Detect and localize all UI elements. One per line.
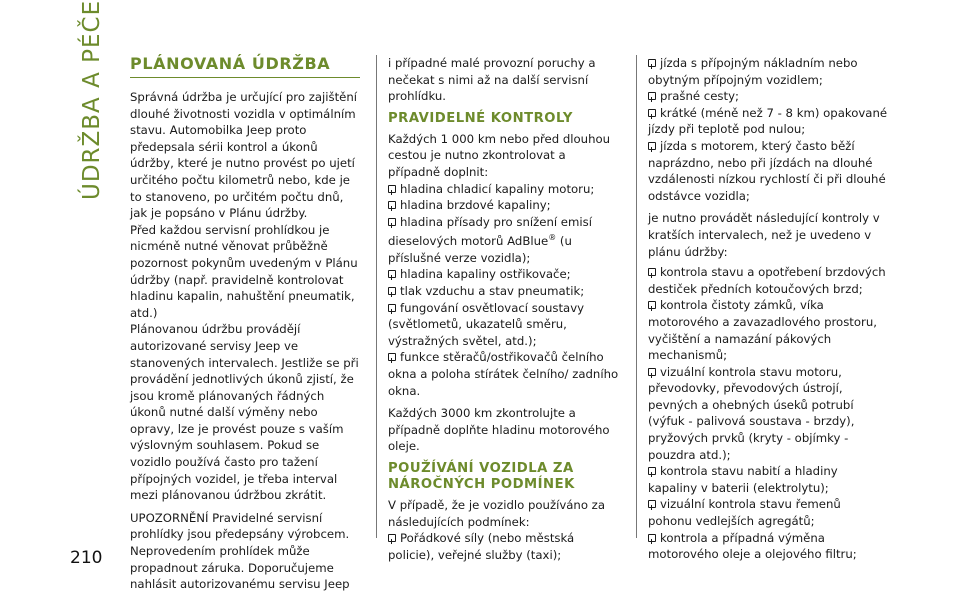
checkbox-icon (648, 59, 656, 67)
list-item: jízda s motorem, který často běží naprázdno, nebo při jízdách na dlouhé vzdálenosti nízkou rychlostí či při dlouhé odstávce vozidla; (648, 138, 886, 203)
paragraph: Před každou servisní prohlídkou je nicméně nutné věnovat průběžně pozornost pokynům uvedeným v Plánu údržby (např. pravidelně kontrolovat hladinu kapalin, nahuštění pneumatik, atd.) (130, 222, 358, 320)
paragraph: i případné malé provozní poruchy a nečekat s nimi až na další servisní prohlídku. (388, 56, 596, 104)
checkbox-icon (388, 353, 396, 361)
list-item: hladina chladicí kapaliny motoru; (388, 181, 620, 198)
list-item: fungování osvětlovací soustavy (světlometů, ukazatelů směru, výstražných světel, atd.); (388, 300, 585, 348)
title-underline (130, 77, 360, 78)
checkbox-icon (388, 534, 396, 542)
list-item: hladina kapaliny ostřikovače; (388, 266, 620, 283)
checklist (388, 181, 620, 400)
subheading: PRAVIDELNÉ KONTROLY (388, 110, 573, 126)
paragraph: V případě, že je vozidlo používáno za následujících podmínek: (388, 497, 605, 529)
checkbox-icon (648, 92, 656, 100)
checkbox-icon (648, 142, 656, 150)
checkbox-icon (648, 301, 656, 309)
list-item: vizuální kontrola stavu řemenů pohonu vedlejších agregátů; (648, 497, 841, 529)
list-item: krátké (méně než 7 - 8 km) opakované jízdy při teplotě pod nulou; (648, 105, 888, 137)
checkbox-icon (388, 287, 396, 295)
subheading: POUŽÍVÁNÍ VOZIDLA ZA NÁROČNÝCH PODMÍNEK (388, 460, 575, 492)
page-number: 210 (70, 548, 103, 568)
paragraph: je nutno provádět následující kontroly v kratších intervalech, než je uvedeno v plánu údržby: (648, 211, 880, 259)
checkbox-icon (388, 201, 396, 209)
checkbox-icon (388, 304, 396, 312)
list-item: prašné cesty; (648, 88, 888, 105)
list-item: hladina brzdové kapaliny; (388, 197, 620, 214)
checkbox-icon (648, 467, 656, 475)
column-1 (130, 55, 360, 593)
checkbox-icon (388, 218, 396, 226)
section-side-title: ÚDRŽBA A PÉČE (79, 0, 105, 200)
list-item: kontrola čistoty zámků, víka motorového a zavazadlového prostoru, vyčištění a namazání pákových mechanismů; (648, 298, 877, 363)
list-item: tlak vzduchu a stav pneumatik; (388, 283, 620, 300)
column-3 (648, 55, 888, 563)
column-divider (376, 55, 377, 538)
list-item: kontrola stavu nabití a hladiny kapaliny v baterii (elektrolytu); (648, 464, 838, 495)
paragraph: Každých 3000 km zkontrolujte a případně doplňte hladinu motorového oleje. (388, 406, 610, 454)
list-item: Pořádkové síly (nebo městská policie), veřejné služby (taxi); (388, 531, 575, 562)
warning-paragraph: UPOZORNĚNÍ Pravidelné servisní prohlídky jsou předepsány výrobcem. Neprovedením prohlídek může propadnout záruka. Doporučujeme nahlásit autorizovanému servisu Jeep (130, 510, 350, 592)
list-item: vizuální kontrola stavu motoru, převodovky, převodových ústrojí, pevných a ohebných úseků potrubí (výfuk - palivová soustava - brzdy), pryžových prvků (kryty - objímky - pouzdra atd.); (648, 364, 855, 462)
list-item: kontrola a případná výměna motorového oleje a olejového filtru; (648, 530, 857, 562)
checkbox-icon (648, 368, 656, 376)
list-item: kontrola stavu a opotřebení brzdových destiček předních kotoučových brzd; (648, 265, 886, 296)
paragraph: Plánovanou údržbu provádějí autorizované servisy Jeep ve stanovených intervalech. Jestliže se při provádění jednotlivých úkonů zjistí, že jsou kromě plánovaných řádných úkonů nutné další výměny nebo opravy, lze je provést pouze s vaším výslovným souhlasem. Pokud se vozidlo používá často pro tažení přípojných vozidel, je třeba interval mezi plánovanou údržbou zkrátit. (130, 322, 359, 503)
column-2 (388, 55, 620, 563)
checkbox-icon (648, 109, 656, 117)
section-title: PLÁNOVANÁ ÚDRŽBA (130, 54, 331, 73)
checkbox-icon (388, 185, 396, 193)
list-item: jízda s přípojným nákladním nebo obytným přípojným vozidlem; (648, 56, 858, 87)
list-item: hladina přísady pro snížení emisí dieselových motorů AdBlue® (u příslušné verze vozidla); (388, 214, 592, 265)
paragraph: Správná údržba je určující pro zajištění dlouhé životnosti vozidla v optimálním stavu. Automobilka Jeep proto předepsala sérii kontrol a úkonů údržby, které je nutno provést po ujetí určitého počtu kilometrů nebo, kde je to stanoveno, po určitém počtu dnů, jak je popsáno v Plánu údržby. (130, 90, 358, 221)
column-divider (636, 55, 637, 538)
checkbox-icon (648, 500, 656, 508)
checkbox-icon (648, 534, 656, 542)
list-item: funkce stěračů/ostřikovačů čelního okna a poloha stírátek čelního/ zadního okna. (388, 350, 619, 398)
checkbox-icon (388, 270, 396, 278)
paragraph: Každých 1 000 km nebo před dlouhou cestou je nutno zkontrolovat a případně doplnit: (388, 131, 611, 179)
checkbox-icon (648, 268, 656, 276)
